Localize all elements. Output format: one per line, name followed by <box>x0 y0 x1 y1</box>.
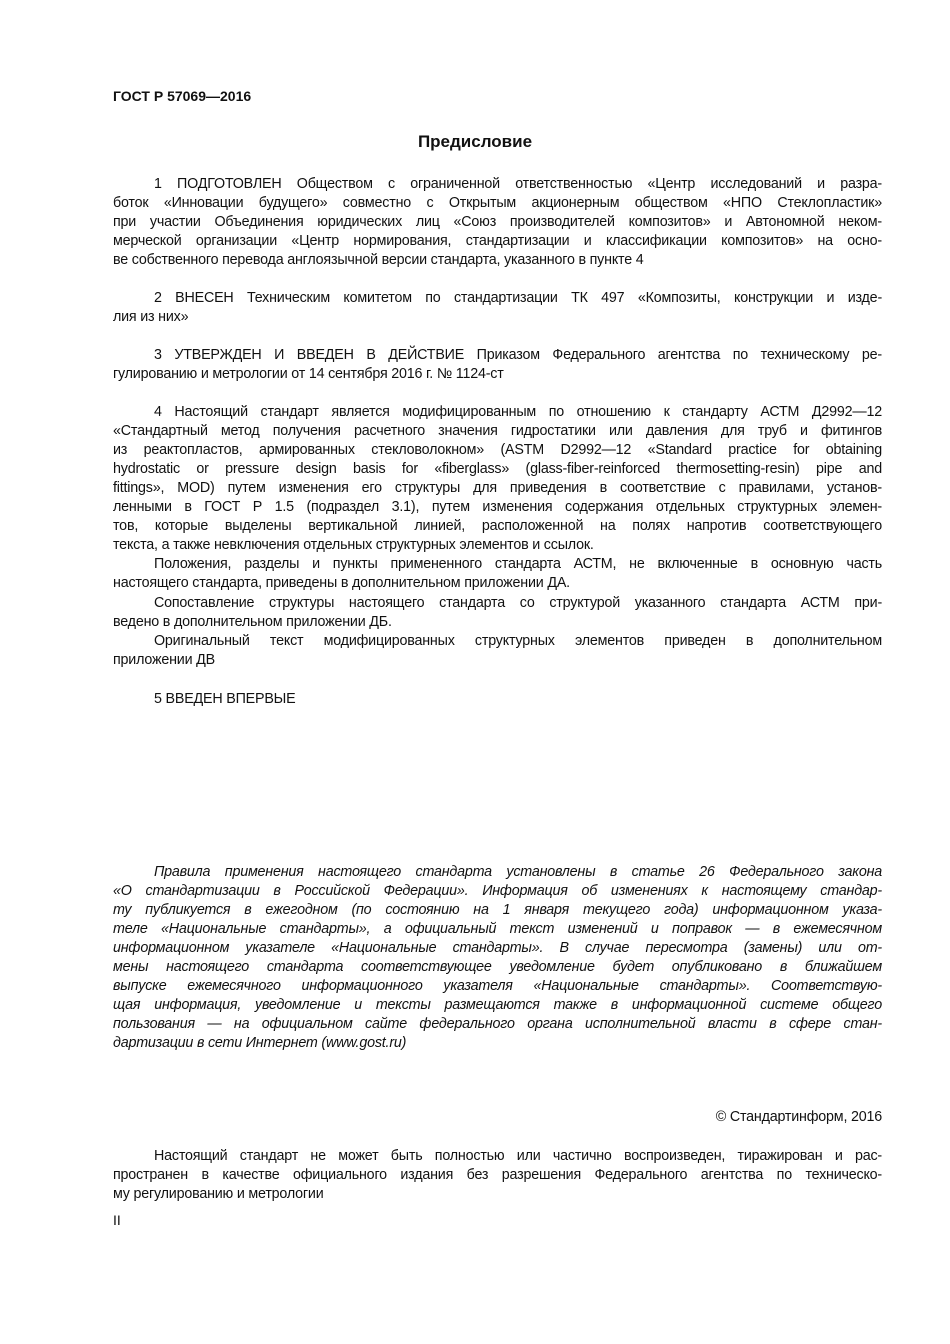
paragraph-5 <box>113 690 882 709</box>
text-line: Сопоставление структуры настоящего стандарта со структурой указанного стандарта АСТМ при- <box>154 595 882 611</box>
text-line: ведено в дополнительном приложении ДБ. <box>113 614 392 630</box>
text-line: 5 ВВЕДЕН ВПЕРВЫЕ <box>154 691 296 707</box>
text-line: 4 Настоящий стандарт является модифицированным по отношению к стандарту АСТМ Д2992—12 <box>154 404 882 420</box>
document-id-header: ГОСТ Р 57069—2016 <box>113 88 252 104</box>
text-line: Настоящий стандарт не может быть полностью или частично воспроизведен, тиражирован и рас- <box>154 1148 882 1164</box>
application-rules-notice <box>113 863 882 1053</box>
text-line: лия из них» <box>113 309 189 325</box>
text-line: щая информация, уведомление и тексты размещаются также в информационной системе общего <box>113 997 882 1013</box>
text-line: hydrostatic or pressure design basis for «fiberglass» (glass-fiber-reinforced thermosetting-resin) pipe and <box>113 461 882 477</box>
text-line: му регулированию и метрологии <box>113 1186 324 1202</box>
text-line: дартизации в сети Интернет (www.gost.ru) <box>113 1035 407 1051</box>
text-line: мерческой организации «Центр нормирования, стандартизации и классификации композитов» на осно- <box>113 233 882 249</box>
text-line: fittings», MOD) путем изменения его структуры для приведения в соответствие с правилами, установ- <box>113 480 882 496</box>
text-line: из реактопластов, армированных стекловолокном» (ASTM D2992—12 «Standard practice for obtaining <box>113 442 882 458</box>
text-line: Правила применения настоящего стандарта установлены в статье 26 Федерального закона <box>154 864 882 880</box>
text-line: выпуске ежемесячного информационного указателя «Национальные стандарты». Соответствую- <box>113 978 882 994</box>
text-line: Оригинальный текст модифицированных структурных элементов приведен в дополнительном <box>154 633 882 649</box>
text-line: пользования — на официальном сайте федерального органа исполнительной власти в сфере стан- <box>113 1016 882 1032</box>
paragraph-4-annex-dv <box>113 632 882 670</box>
text-line: при участии Объединения юридических лиц «Союз производителей композитов» и Автономной неком- <box>113 214 882 230</box>
text-line: «Стандартный метод получения расчетного значения гидростатики или давления для труб и фитингов <box>113 423 882 439</box>
text-line: 1 ПОДГОТОВЛЕН Обществом с ограниченной ответственностью «Центр исследований и разра- <box>154 176 882 192</box>
text-line: тов, которые выделены вертикальной линией, расположенной на полях напротив соответствующего <box>113 518 882 534</box>
text-line: 3 УТВЕРЖДЕН И ВВЕДЕН В ДЕЙСТВИЕ Приказом Федерального агентства по техническому ре- <box>154 347 882 363</box>
text-line: мены настоящего стандарта соответствующее уведомление будет опубликовано в ближайшем <box>113 959 882 975</box>
text-line: теле «Национальные стандарты», а официальный текст изменений и поправок — в ежемесячном <box>113 921 882 937</box>
text-line: гулированию и метрологии от 14 сентября 2016 г. № 1124-ст <box>113 366 504 382</box>
text-line: информационном указателе «Национальные стандарты». В случае пересмотра (замены) или от- <box>113 940 882 956</box>
paragraph-4-annex-db <box>113 594 882 632</box>
text-line: 2 ВНЕСЕН Техническим комитетом по стандартизации ТК 497 «Композиты, конструкции и изде- <box>154 290 882 306</box>
page-number: II <box>113 1212 121 1228</box>
page-title: Предисловие <box>417 132 533 151</box>
text-line: приложении ДВ <box>113 652 215 668</box>
text-line: ту публикуется в ежегодном (по состоянию на 1 января текущего года) информационном указа- <box>113 902 882 918</box>
paragraph-4-annex-da <box>113 555 882 593</box>
paragraph-4 <box>113 403 882 555</box>
text-line: Положения, разделы и пункты примененного стандарта АСТМ, не включенные в основную часть <box>154 556 882 572</box>
text-line: пространен в качестве официального издания без разрешения Федерального агентства по техническо- <box>113 1167 882 1183</box>
paragraph-3 <box>113 346 882 384</box>
paragraph-2 <box>113 289 882 327</box>
paragraph-1 <box>113 175 882 270</box>
copyright: © Стандартинформ, 2016 <box>715 1109 882 1125</box>
text-line: текста, а также невключения отдельных структурных элементов и ссылок. <box>113 537 594 553</box>
reproduction-restriction <box>113 1147 882 1204</box>
text-line: «О стандартизации в Российской Федерации». Информация об изменениях к настоящему стандар- <box>113 883 882 899</box>
text-line: ве собственного перевода англоязычной версии стандарта, указанного в пункте 4 <box>113 252 644 268</box>
text-line: настоящего стандарта, приведены в дополнительном приложении ДА. <box>113 575 570 591</box>
text-line: боток «Инновации будущего» совместно с Открытым акционерным обществом «НПО Стеклопластик» <box>113 195 882 211</box>
text-line: ленными в ГОСТ Р 1.5 (подраздел 3.1), путем изменения содержания отдельных структурных элемен- <box>113 499 882 515</box>
